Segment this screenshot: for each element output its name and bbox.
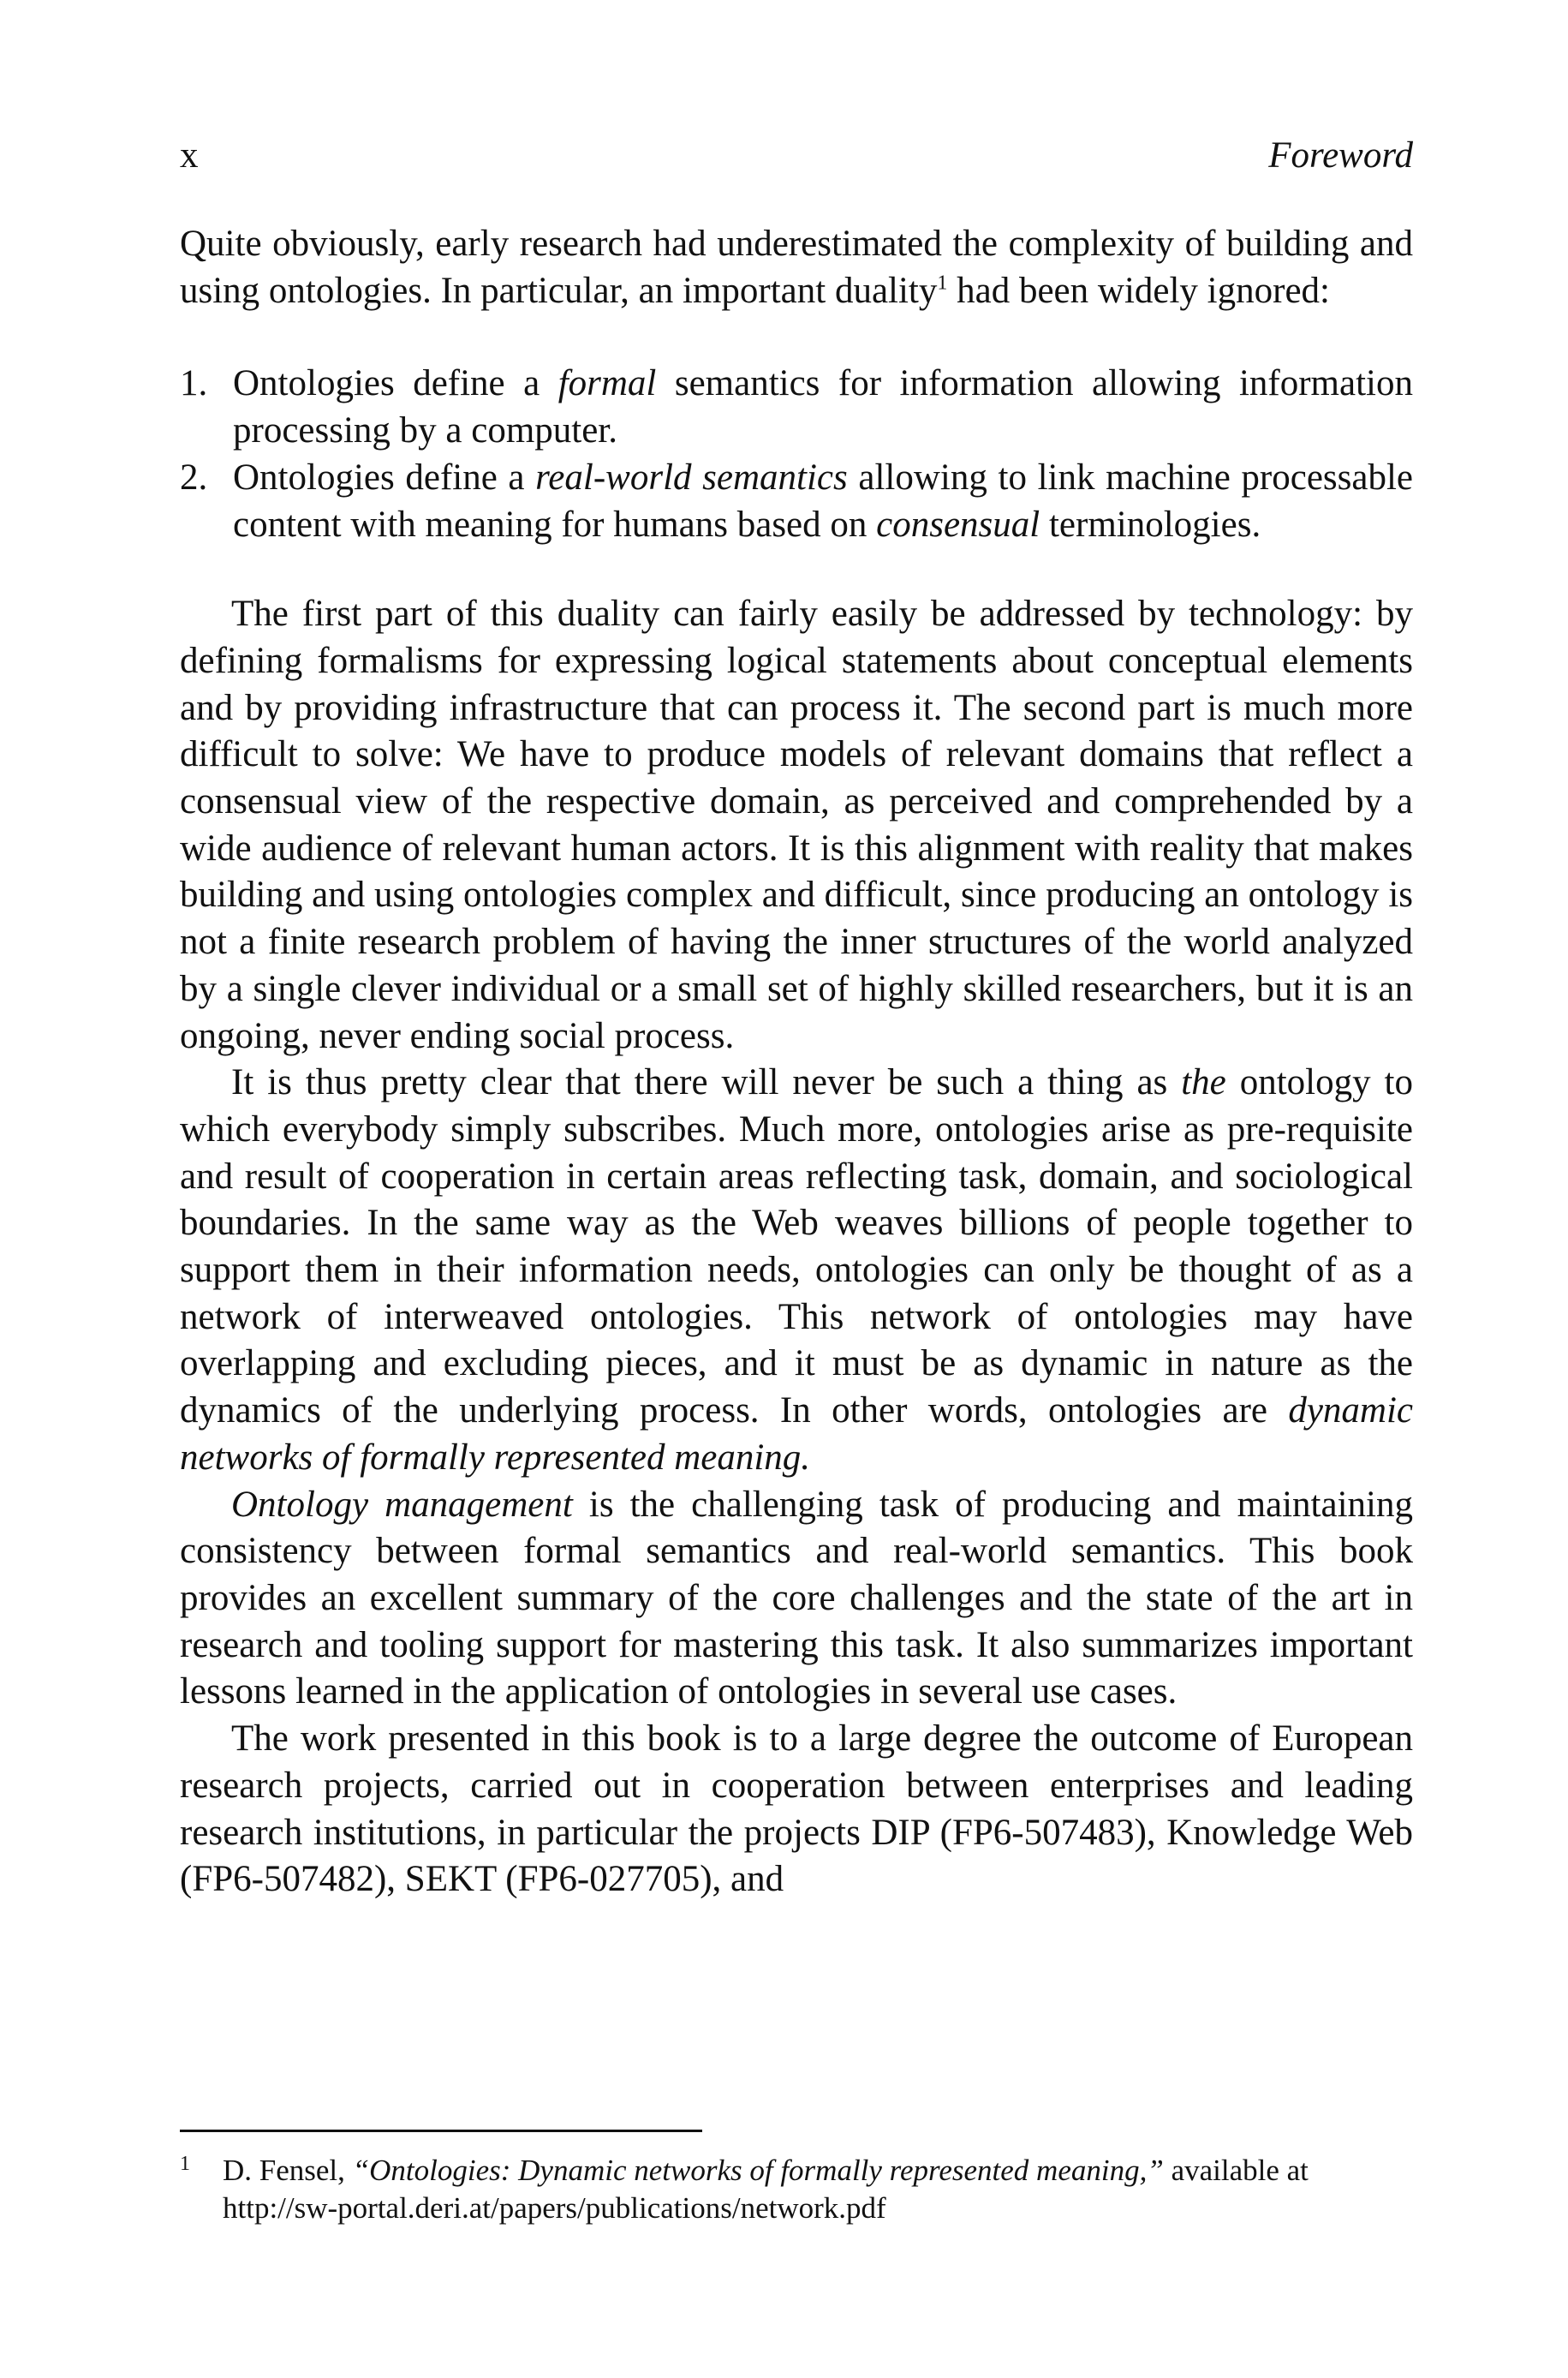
footnote-text: D. Fensel, “Ontologies: Dynamic networks of formally represented meaning,” available at http://sw-portal.deri.at/papers/publications/network.pdf [223, 2154, 1309, 2225]
footnote-reference[interactable]: 1 [937, 272, 948, 295]
intro-paragraph: Quite obviously, early research had underestimated the complexity of building and using ontologies. In particular, an important duality$^1$ had been widely ignored: [180, 224, 1413, 311]
list-item: 1. Ontologies define a formal semantics for information allowing information processing by a computer. [180, 361, 1413, 454]
list-number: 1. [180, 363, 208, 404]
page-number: x [180, 135, 199, 176]
running-title: Foreword [1268, 135, 1413, 176]
paragraph-duality: The first part of this duality can fairly easily be addressed by technology: by defining formalisms for expressing logical statements about conceptual elements and by providing infrastructure that can process it. The second part is much more difficult to solve: We have to produce models of relevant domains that reflect a consensual view of the respective domain, as perceived and comprehended by a wide audience of relevant human actors. It is this alignment with reality that makes building and using ontologies complex and difficult, since producing an ontology is not a finite research problem of having the inner structures of the world analyzed by a single clever individual or a small set of highly skilled researchers, but it is an ongoing, never ending social process. [180, 594, 1413, 1056]
footnote [180, 2152, 1413, 2227]
page-header [180, 128, 1413, 183]
body-text [180, 221, 1413, 1903]
paragraph-ontology-management: Ontology management is the challenging task of producing and maintaining consistency between formal semantics and real-world semantics. This book provides an excellent summary of the core challenges and the state of the art in research and tooling support for mastering this task. It also summarizes important lessons learned in the application of ontologies in several use cases. [180, 1484, 1413, 1712]
duality-list [180, 361, 1413, 548]
list-number: 2. [180, 457, 208, 498]
footnote-divider [180, 2130, 702, 2132]
paragraph-networks: It is thus pretty clear that there will never be such a thing as the ontology to which everybody simply subscribes. Much more, ontologies arise as pre-requisite and result of cooperation in certain areas reflecting task, domain, and sociological boundaries. In the same way as the Web weaves billions of people together to support them in their information needs, ontologies can only be thought of as a network of interweaved ontologies. This network of ontologies may have overlapping and excluding pieces, and it must be as dynamic in nature as the dynamics of the underlying process. In other words, ontologies are dynamic networks of formally represented meaning. [180, 1062, 1414, 1478]
list-item: 2. Ontologies define a real-world semantics allowing to link machine processable content with meaning for humans based on consensual terminologies. [180, 455, 1413, 548]
paragraph-projects: The work presented in this book is to a large degree the outcome of European research projects, carried out in cooperation between enterprises and leading research institutions, in particular the projects DIP (FP6-507483), Knowledge Web (FP6-507482), SEKT (FP6-027705), and [180, 1718, 1413, 1900]
footnote-mark: 1 [180, 2153, 190, 2175]
